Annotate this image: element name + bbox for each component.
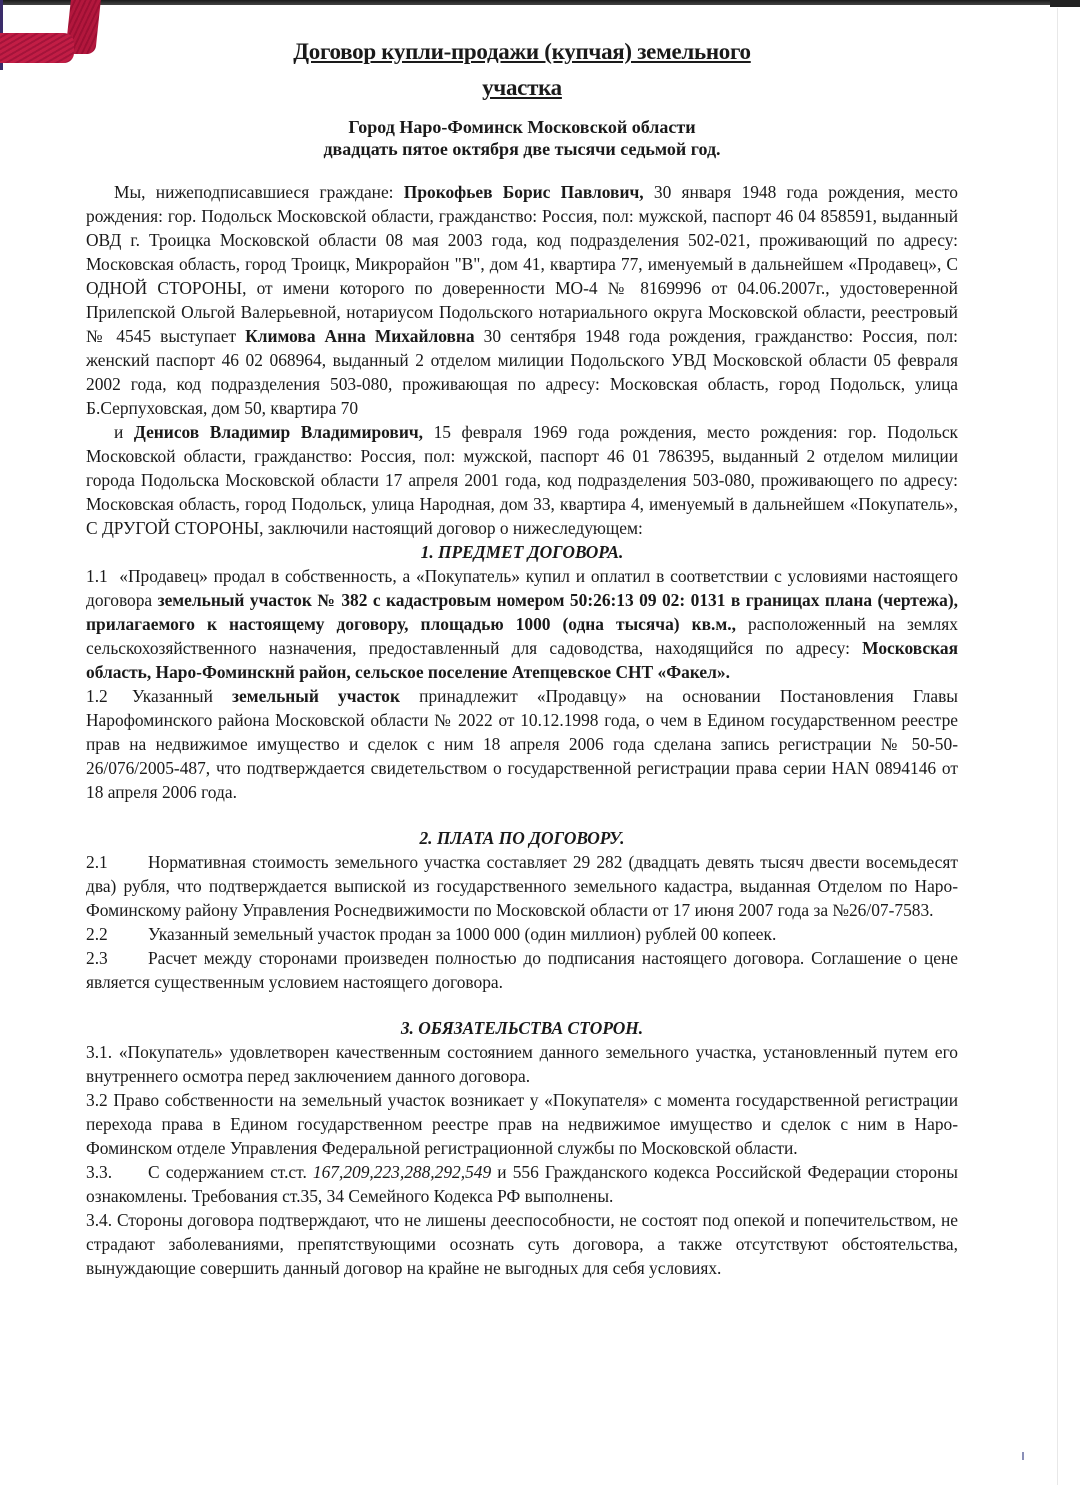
representative-name: Климова Анна Михайловна	[245, 326, 475, 346]
document-title: Договор купли-продажи (купчая) земельного	[293, 39, 751, 64]
buyer-details: 15 февраля 1969 года рождения, место рождения: гор. Подольск Московской области, гражданство: Россия, пол: мужской, паспорт 46 01 786395, выданный 2 отделом милиции города Подольска Московской области 17 апреля 2001 года, код подразделения 503-080, проживающего по адресу: Московская область, город Подольск, улица Народная, дом 33, квартира 4, именуемый в дальнейшем «Покупатель», С ДРУГОЙ СТОРОНЫ, заключили настоящий договор о нижеследующем:	[86, 422, 958, 538]
clause-3-3	[86, 1160, 958, 1208]
clause-text: Нормативная стоимость земельного участка составляет 29 282 (двадцать девять тысяч двести восемьдесят два) рубля, что подтверждается выпиской из государственного земельного кадастра, выданная Отделом по Наро-Фоминскому району Управления Роснедвижимости по Московской области от 17 июня 2007 года за №26/07-7583.	[86, 852, 958, 920]
parties-seller-paragraph	[86, 180, 958, 420]
seller-details: 30 января 1948 года рождения, место рождения: гор. Подольск Московской области, гражданство: Россия, пол: мужской, паспорт 46 04 858591, выданный ОВД г. Троицка Московской области 08 мая 2003 года, код подразделения 502-021, проживающий по адресу: Московская область, город Троицк, Микрорайон "В", дом 41, квартира 77, именуемый в дальнейшем «Продавец», С ОДНОЙ СТОРОНЫ, от имени которого по доверенности МО-4 № 8169996 от 04.06.2007г., удостоверенной Прилепской Ольгой Валерьевной, нотариусом Подольского нотариального округа Московской области, реестровый № 4545 выступает	[86, 182, 958, 346]
document-date: двадцать пятое октября две тысячи седьмой год.	[323, 139, 721, 159]
document-title-line2: участка	[482, 75, 562, 100]
clause-text: Указанный земельный участок продан за 1000 000 (один миллион) рублей 00 копеек.	[148, 924, 777, 944]
seller-name: Прокофьев Борис Павлович,	[403, 182, 644, 202]
document-city: Город Наро-Фоминск Московской области	[348, 117, 696, 137]
clause-number: 2.3	[86, 948, 108, 968]
buyer-prefix: и	[114, 422, 134, 442]
ink-mark	[1022, 1452, 1024, 1460]
section-1-title: 1. ПРЕДМЕТ ДОГОВОРА.	[420, 542, 624, 562]
clause-1-2	[86, 684, 958, 804]
clause-text: расположенный на землях сельскохозяйственного назначения, предоставленный для садоводства, находящийся по адресу:	[86, 614, 958, 658]
clause-3-1: 3.1. «Покупатель» удовлетворен качественным состоянием данного земельного участка, установленный путем его внутреннего осмотра перед заключением данного договора.	[86, 1042, 958, 1086]
parties-buyer-paragraph	[86, 420, 958, 540]
clause-number: 1.2	[86, 686, 108, 706]
clause-number: 2.2	[86, 924, 108, 944]
clause-text: Указанный	[132, 686, 233, 706]
scan-right-edge	[1057, 8, 1058, 1485]
clause-1-1	[86, 564, 958, 684]
clause-3-4: 3.4. Стороны договора подтверждают, что не лишены дееспособности, не состоят под опекой и попечительством, не страдают заболеваниями, препятствующими осознать суть договора, а также отсутствуют обстоятельства, вынуждающие совершить данный договор на крайне не выгодных для себя условиях.	[86, 1210, 958, 1278]
clause-2-2	[86, 922, 958, 946]
clause-text: и 556 Гражданского кодекса Российской Федерации стороны ознакомлены. Требования ст.35, 34 Семейного Кодекса РФ выполнены.	[86, 1162, 958, 1206]
clause-number: 1.1	[86, 566, 108, 586]
section-2-title: 2. ПЛАТА ПО ДОГОВОРУ.	[419, 828, 625, 848]
clause-2-3	[86, 946, 958, 994]
clause-text: Расчет между сторонами произведен полностью до подписания настоящего договора. Соглашение о цене является существенным условием настоящего договора.	[86, 948, 958, 992]
contract-page	[86, 34, 958, 1280]
land-plot-address: Московская область, Наро-Фоминскнй район, сельское поселение Атепцевское СНТ «Факел».	[86, 638, 958, 682]
clause-text: «Продавец» продал в собственность, а «Покупатель» купил и оплатил в соответствии с условиями настоящего договора	[86, 566, 958, 610]
binding-ribbon-tail-icon	[0, 33, 74, 63]
scan-corner-shadow	[1050, 0, 1080, 7]
scan-top-edge	[0, 0, 1080, 5]
clause-number: 2.1	[86, 852, 108, 872]
clause-3-2: 3.2 Право собственности на земельный участок возникает у «Покупателя» с момента государственной регистрации перехода права в Едином государственном реестре прав на недвижимое имущество и сделок с ним в Наро-Фоминском отделе Управления Федеральной регистрационной службы по Московской области.	[86, 1090, 958, 1158]
representative-details: 30 сентября 1948 года рождения, гражданство: Россия, пол: женский паспорт 46 02 068964, выданный 2 отделом милиции Подольского УВД Московской области 05 февраля 2002 года, код подразделения 503-080, проживающая по адресу: Московская область, город Подольск, улица Б.Серпуховская, дом 50, квартира 70	[86, 326, 958, 418]
clause-2-1	[86, 850, 958, 922]
article-numbers: 167,209,223,288,292,549	[312, 1162, 492, 1182]
land-plot-description: земельный участок № 382 с кадастровым номером 50:26:13 09 02: 0131 в границах плана (чертежа), прилагаемого к настоящему договору, площадью 1000 (одна тысяча) кв.м.,	[86, 590, 958, 634]
section-3-title: 3. ОБЯЗАТЕЛЬСТВА СТОРОН.	[400, 1018, 644, 1038]
buyer-name: Денисов Владимир Владимирович,	[133, 422, 423, 442]
land-plot-label: земельный участок	[232, 686, 400, 706]
clause-text: С содержанием ст.ст.	[148, 1162, 313, 1182]
clause-text: принадлежит «Продавцу» на основании Постановления Главы Нарофоминского района Московской области № 2022 от 10.12.1998 года, о чем в Едином государственном реестре прав на недвижимое имущество и сделок с ним 18 апреля 2006 года сделана запись регистрации № 50-50-26/076/2005-487, что подтверждается свидетельством о государственной регистрации права серии HAN 0894146 от 18 апреля 2006 года.	[86, 686, 958, 802]
clause-number: 3.3.	[86, 1162, 113, 1182]
intro-prefix: Мы, нижеподписавшиеся граждане:	[114, 182, 404, 202]
